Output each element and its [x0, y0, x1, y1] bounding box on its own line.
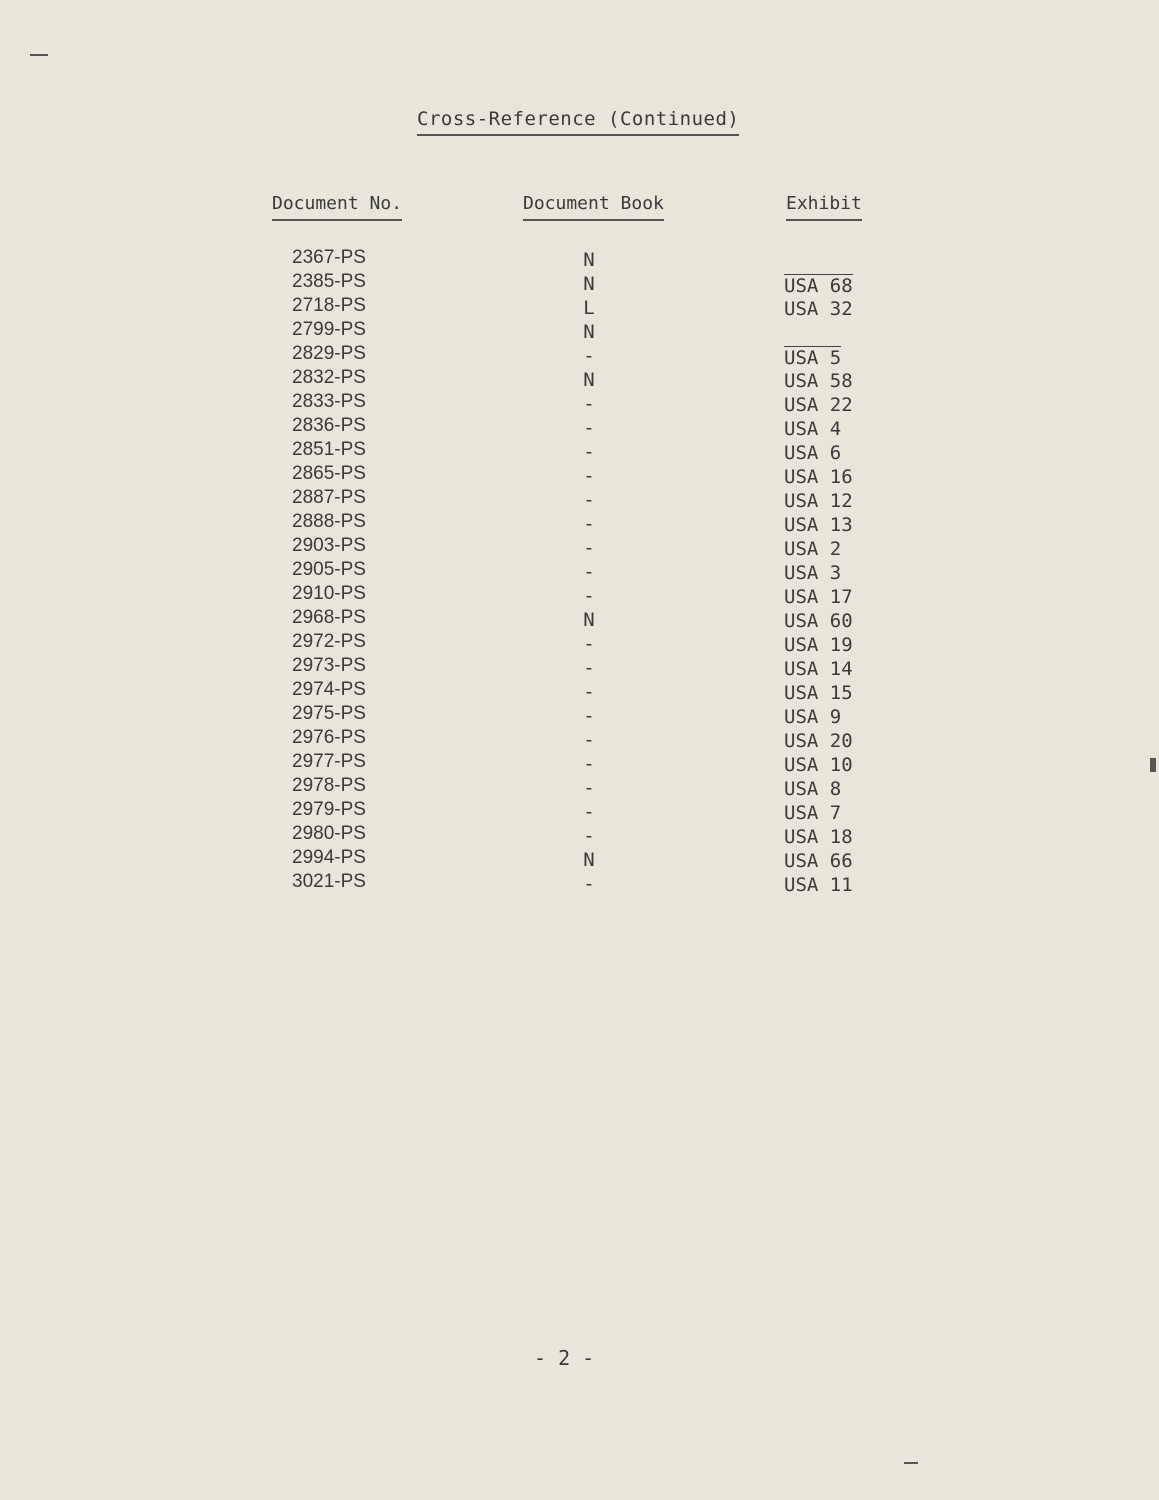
- header-document-no: Document No.: [272, 193, 402, 221]
- table-row: [0, 631, 1159, 655]
- exhibit-number: USA 58: [784, 370, 853, 392]
- table-row: [0, 343, 1159, 367]
- exhibit-number: USA 6: [784, 442, 842, 464]
- exhibit-number: USA 17: [784, 586, 853, 608]
- document-book: -: [583, 777, 595, 799]
- document-book: N: [583, 273, 595, 295]
- exhibit-number: USA 22: [784, 394, 853, 416]
- table-row: [0, 679, 1159, 703]
- document-book: -: [583, 345, 595, 367]
- exhibit-number: USA 60: [784, 610, 853, 632]
- document-number: 2994-PS: [292, 847, 366, 868]
- document-number: 2833-PS: [292, 391, 366, 412]
- table-row: [0, 703, 1159, 727]
- scan-mark: [1150, 758, 1156, 772]
- document-book: N: [583, 849, 595, 871]
- exhibit-number: USA 18: [784, 826, 853, 848]
- document-book: -: [583, 561, 595, 583]
- exhibit-number: USA 32: [784, 298, 853, 320]
- document-book: -: [583, 441, 595, 463]
- document-book: N: [583, 609, 595, 631]
- table-row: [0, 367, 1159, 391]
- document-book: -: [583, 633, 595, 655]
- exhibit-number: USA 16: [784, 466, 853, 488]
- table-row: [0, 871, 1159, 895]
- document-number: 2978-PS: [292, 775, 366, 796]
- document-book: -: [583, 585, 595, 607]
- table-row: [0, 295, 1159, 319]
- document-book: -: [583, 729, 595, 751]
- document-book: N: [583, 369, 595, 391]
- document-number: 2385-PS: [292, 271, 366, 292]
- document-book: -: [583, 825, 595, 847]
- document-number: 2974-PS: [292, 679, 366, 700]
- document-number: 2979-PS: [292, 799, 366, 820]
- table-row: [0, 463, 1159, 487]
- table-row: [0, 439, 1159, 463]
- exhibit-number: USA 9: [784, 706, 842, 728]
- table-row: [0, 535, 1159, 559]
- document-book: -: [583, 417, 595, 439]
- document-book: N: [583, 249, 595, 271]
- document-number: 2851-PS: [292, 439, 366, 460]
- table-row: [0, 487, 1159, 511]
- table-row: [0, 799, 1159, 823]
- exhibit-number: USA 5: [784, 347, 842, 369]
- document-book: -: [583, 465, 595, 487]
- document-book: -: [583, 681, 595, 703]
- document-number: 2975-PS: [292, 703, 366, 724]
- table-row: [0, 775, 1159, 799]
- exhibit-number: USA 7: [784, 802, 842, 824]
- document-number: 2832-PS: [292, 367, 366, 388]
- document-book: -: [583, 753, 595, 775]
- document-number: 2836-PS: [292, 415, 366, 436]
- document-number: 2976-PS: [292, 727, 366, 748]
- document-number: 2972-PS: [292, 631, 366, 652]
- table-row: [0, 583, 1159, 607]
- table-row: [0, 751, 1159, 775]
- document-book: -: [583, 393, 595, 415]
- exhibit-number: USA 66: [784, 850, 853, 872]
- exhibit-number: USA 8: [784, 778, 842, 800]
- table-row: [0, 823, 1159, 847]
- document-book: -: [583, 489, 595, 511]
- document-book: -: [583, 657, 595, 679]
- table-row: [0, 391, 1159, 415]
- table-row: [0, 607, 1159, 631]
- document-number: 2910-PS: [292, 583, 366, 604]
- table-row: [0, 319, 1159, 343]
- table-row: [0, 559, 1159, 583]
- exhibit-number: USA 4: [784, 418, 842, 440]
- scan-mark: [904, 1462, 918, 1464]
- table-row: [0, 247, 1159, 271]
- header-exhibit: Exhibit: [786, 193, 862, 221]
- document-number: 2799-PS: [292, 319, 366, 340]
- document-number: 3021-PS: [292, 871, 366, 892]
- document-book: -: [583, 705, 595, 727]
- document-number: 2718-PS: [292, 295, 366, 316]
- document-book: N: [583, 321, 595, 343]
- exhibit-number: USA 20: [784, 730, 853, 752]
- document-book: -: [583, 513, 595, 535]
- document-book: -: [583, 801, 595, 823]
- document-number: 2367-PS: [292, 247, 366, 268]
- cross-reference-table: [0, 247, 1159, 895]
- table-row: [0, 415, 1159, 439]
- exhibit-number: USA 14: [784, 658, 853, 680]
- scan-mark: [30, 54, 48, 56]
- document-number: 2888-PS: [292, 511, 366, 532]
- table-row: [0, 655, 1159, 679]
- table-row: [0, 511, 1159, 535]
- document-number: 2977-PS: [292, 751, 366, 772]
- exhibit-number: USA 11: [784, 874, 853, 896]
- document-number: 2865-PS: [292, 463, 366, 484]
- exhibit-number: USA 12: [784, 490, 853, 512]
- document-book: -: [583, 873, 595, 895]
- document-number: 2905-PS: [292, 559, 366, 580]
- document-number: 2829-PS: [292, 343, 366, 364]
- exhibit-number: USA 13: [784, 514, 853, 536]
- page-title: Cross-Reference (Continued): [417, 108, 739, 136]
- page-number: - 2 -: [534, 1346, 595, 1370]
- exhibit-number: USA 2: [784, 538, 842, 560]
- exhibit-number: USA 10: [784, 754, 853, 776]
- document-book: L: [583, 297, 595, 319]
- document-number: 2980-PS: [292, 823, 366, 844]
- header-document-book: Document Book: [523, 193, 664, 221]
- exhibit-number: USA 15: [784, 682, 853, 704]
- table-row: [0, 271, 1159, 295]
- table-row: [0, 727, 1159, 751]
- exhibit-number: USA 19: [784, 634, 853, 656]
- document-number: 2973-PS: [292, 655, 366, 676]
- document-number: 2968-PS: [292, 607, 366, 628]
- document-book: -: [583, 537, 595, 559]
- table-row: [0, 847, 1159, 871]
- exhibit-number: USA 68: [784, 275, 853, 297]
- document-number: 2887-PS: [292, 487, 366, 508]
- exhibit-number: USA 3: [784, 562, 842, 584]
- document-number: 2903-PS: [292, 535, 366, 556]
